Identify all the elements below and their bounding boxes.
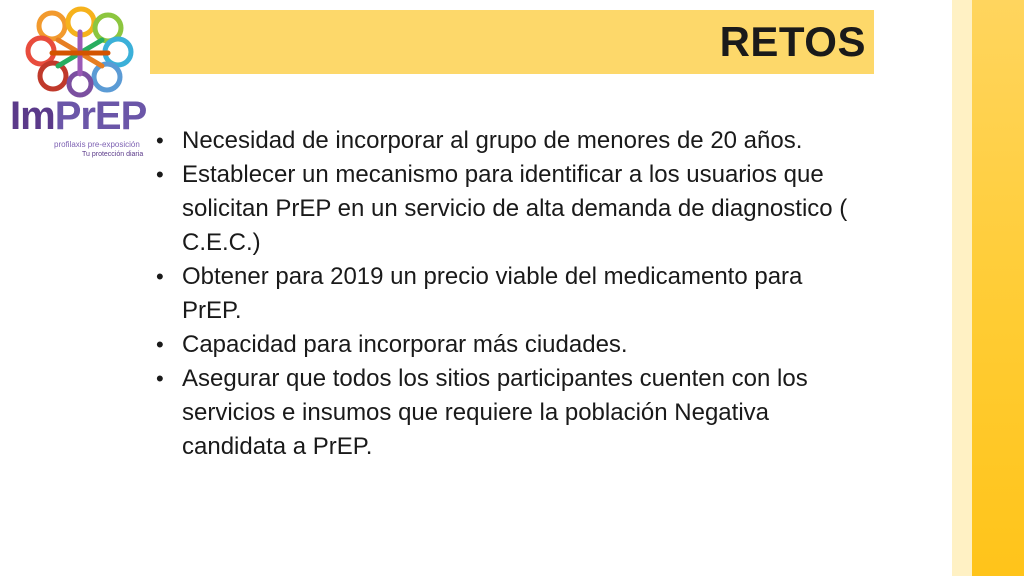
decorative-stripe-pale	[952, 0, 972, 576]
bullet-item	[150, 260, 850, 328]
bullet-text: Necesidad de incorporar al grupo de menores de 20 años.	[182, 127, 803, 154]
bullet-icon: •	[156, 264, 164, 289]
logo-wordmark	[10, 94, 150, 138]
decorative-stripe	[972, 0, 1024, 576]
logo-tagline: profilaxis pre-exposición	[54, 140, 140, 149]
logo-slogan: Tu protección diaria	[82, 151, 144, 158]
bullet-text: Asegurar que todos los sitios participantes cuenten con los servicios e insumos que requiere la población Negativa candidata a PrEP.	[182, 365, 808, 460]
title-bar	[150, 10, 874, 74]
bullet-icon: •	[156, 366, 164, 391]
bullet-icon: •	[156, 332, 164, 357]
bullet-text: Obtener para 2019 un precio viable del medicamento para PrEP.	[182, 263, 803, 324]
bullet-text: Establecer un mecanismo para identificar a los usuarios que solicitan PrEP en un servicio de alta demanda de diagnostico ( C.E.C.)	[182, 161, 848, 256]
logo-wordmark-im: Im	[10, 94, 55, 138]
bullet-icon: •	[156, 128, 164, 153]
bullet-item	[150, 124, 850, 158]
bullet-item	[150, 362, 850, 464]
slide-title: RETOS	[719, 18, 866, 65]
bullet-list	[150, 124, 850, 464]
logo-wordmark-prep: PrEP	[54, 94, 147, 138]
logo-knot-emblem	[8, 6, 148, 98]
bullet-item	[150, 328, 850, 362]
bullet-icon: •	[156, 162, 164, 187]
bullet-text: Capacidad para incorporar más ciudades.	[182, 331, 628, 358]
bullet-item	[150, 158, 850, 260]
imprep-logo	[8, 6, 148, 166]
